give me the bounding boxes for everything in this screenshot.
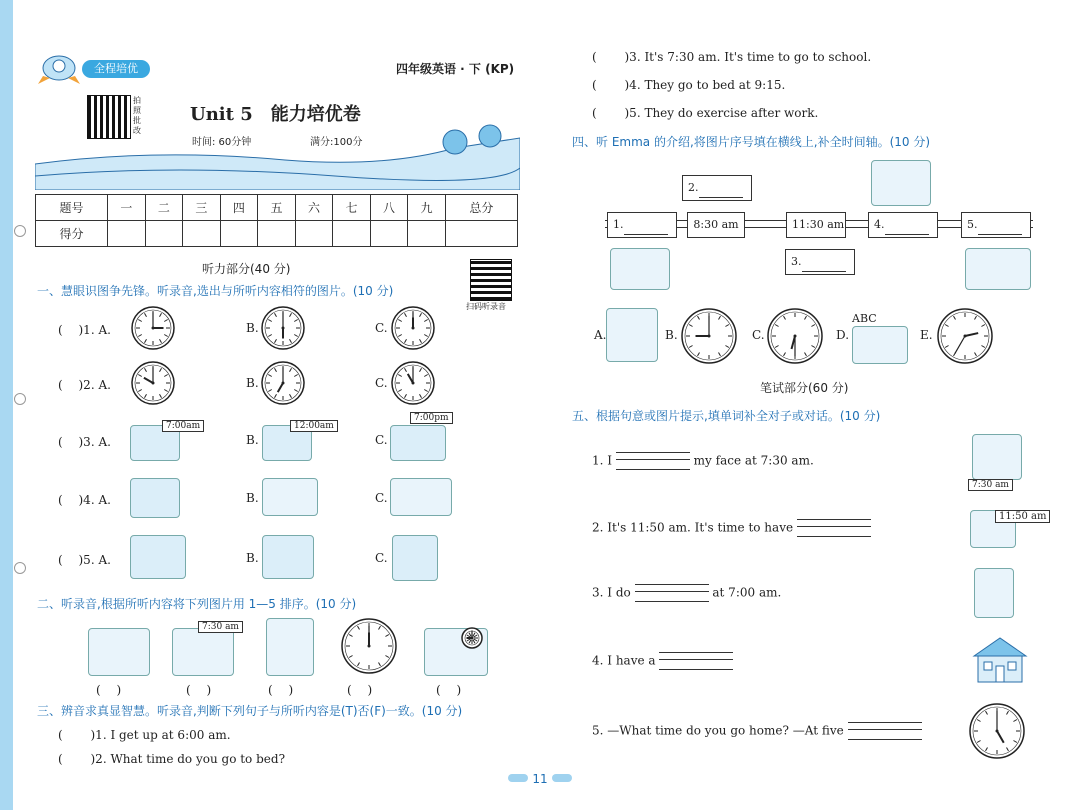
listening-qr-label: 扫码听录音 xyxy=(466,302,506,311)
timeline-box-5 xyxy=(961,212,1031,238)
score-input[interactable] xyxy=(408,221,446,247)
timeline-blank[interactable] xyxy=(624,223,668,235)
answer-blank[interactable] xyxy=(616,452,690,470)
clock-icon xyxy=(260,305,306,351)
s1-opt-c: C. xyxy=(375,433,388,447)
score-input[interactable] xyxy=(183,221,221,247)
s1-opt-c: C. xyxy=(375,376,388,390)
s5-text: 4. I have a xyxy=(592,653,656,668)
full-score: 满分:100分 xyxy=(310,137,363,148)
book-title: 四年级英语 · 下 (KP) xyxy=(396,62,515,76)
s3-item-5: ( )5. They do exercise after work. xyxy=(592,106,819,120)
score-cell: 总分 xyxy=(445,195,517,221)
s1-item-2: ( )2. A. xyxy=(58,378,111,392)
s1-opt-b: B. xyxy=(246,551,259,565)
clock-icon xyxy=(130,305,176,351)
section-5-title: 五、根据句意或图片提示,填单词补全对子或对话。(10 分) xyxy=(572,409,881,423)
answer-blank[interactable] xyxy=(635,584,709,602)
pic-time-label: 7:00pm xyxy=(410,412,453,424)
clock-icon xyxy=(390,360,436,406)
reading-picture xyxy=(262,535,314,579)
timeline-picture-sleep xyxy=(965,248,1031,290)
clock-icon xyxy=(968,702,1026,760)
timeline-label: 3. xyxy=(791,255,802,268)
score-cell: 题号 xyxy=(36,195,108,221)
timeline-time-2: 11:30 am xyxy=(786,212,846,238)
score-cell: 四 xyxy=(220,195,258,221)
answer-blank[interactable] xyxy=(797,519,871,537)
s1-opt-c: C. xyxy=(375,321,388,335)
s5-text: 5. —What time do you go home? —At five xyxy=(592,723,844,738)
answer-blank[interactable] xyxy=(848,722,922,740)
score-input[interactable] xyxy=(445,221,517,247)
page-edge xyxy=(0,0,13,810)
s4-opt-d: D. xyxy=(836,328,850,342)
s1-opt-b: B. xyxy=(246,433,259,447)
clock-icon xyxy=(936,307,994,365)
binding-hole xyxy=(14,393,26,405)
walk-picture xyxy=(262,478,318,516)
ornament-left-icon xyxy=(508,774,528,782)
score-cell: 六 xyxy=(295,195,333,221)
s1-item-1: ( )1. A. xyxy=(58,323,111,337)
section-badge: 全程培优 xyxy=(82,60,150,78)
s2-answer-blank[interactable]: ( ) xyxy=(96,683,122,697)
s5-text: 3. I do xyxy=(592,585,631,600)
timeline-blank[interactable] xyxy=(699,186,743,198)
s2-answer-blank[interactable]: ( ) xyxy=(186,683,212,697)
timeline-picture-dinner xyxy=(871,160,931,206)
s3-item-4: ( )4. They go to bed at 9:15. xyxy=(592,78,786,92)
s5-text: 2. It's 11:50 am. It's time to have xyxy=(592,520,794,535)
s2-answer-blank[interactable]: ( ) xyxy=(268,683,294,697)
timeline-blank[interactable] xyxy=(978,223,1022,235)
s2-answer-blank[interactable]: ( ) xyxy=(347,683,373,697)
section-4-title: 四、听 Emma 的介绍,将图片序号填在横线上,补全时间轴。(10 分) xyxy=(572,135,931,149)
s5-item-4 xyxy=(592,652,733,670)
s4-opt-c: C. xyxy=(752,328,765,342)
s2-picture-1 xyxy=(88,628,150,676)
s5-item-5 xyxy=(592,722,922,740)
section-1-title: 一、慧眼识图争先锋。听录音,选出与所听内容相符的图片。(10 分) xyxy=(37,284,394,298)
qr-note: 拍照批改 xyxy=(133,96,141,135)
s3-item-3: ( )3. It's 7:30 am. It's time to go to school. xyxy=(592,50,872,64)
teacher-picture xyxy=(852,326,908,364)
timeline-box-3 xyxy=(785,249,855,275)
score-cell: 二 xyxy=(145,195,183,221)
s5-text: at 7:00 am. xyxy=(712,585,782,600)
score-input[interactable] xyxy=(145,221,183,247)
score-input[interactable] xyxy=(370,221,408,247)
s5-item-2 xyxy=(592,519,871,537)
s5-item-3 xyxy=(592,584,781,602)
timeline-box-4 xyxy=(868,212,938,238)
timeline-label: 4. xyxy=(874,218,885,231)
section-3-title: 三、辨音求真显智慧。听录音,判断下列句子与所听内容是(T)否(F)一致。(10 分) xyxy=(37,704,463,718)
timeline-blank[interactable] xyxy=(885,223,929,235)
s4-opt-a: A. xyxy=(594,328,607,342)
writing-part-title: 笔试部分(60 分) xyxy=(760,381,849,395)
s1-item-3: ( )3. A. xyxy=(58,435,111,449)
clock-icon xyxy=(340,617,398,675)
listening-qr-code xyxy=(471,260,511,300)
s2-answer-blank[interactable]: ( ) xyxy=(436,683,462,697)
timeline-picture-reading xyxy=(610,248,670,290)
binding-hole xyxy=(14,562,26,574)
eating-picture xyxy=(606,308,658,362)
teacher-board-text: ABC xyxy=(852,312,877,325)
s1-opt-b: B. xyxy=(246,491,259,505)
running-picture xyxy=(392,535,438,581)
clock-icon xyxy=(390,305,436,351)
pic-time-label: 11:50 am xyxy=(995,510,1050,523)
s4-opt-e: E. xyxy=(920,328,933,342)
dinner-picture xyxy=(390,425,446,461)
binding-hole xyxy=(14,225,26,237)
timeline-label: 5. xyxy=(967,218,978,231)
city-picture xyxy=(390,478,452,516)
ornament-right-icon xyxy=(552,774,572,782)
exercise-picture xyxy=(974,568,1014,618)
house-picture xyxy=(970,634,1030,684)
clock-icon xyxy=(130,360,176,406)
page-number: 11 xyxy=(532,772,548,786)
score-cell: 得分 xyxy=(36,221,108,247)
score-cell: 八 xyxy=(370,195,408,221)
s1-opt-b: B. xyxy=(246,376,259,390)
score-cell: 一 xyxy=(108,195,146,221)
clock-icon xyxy=(766,307,824,365)
timeline-time-1: 8:30 am xyxy=(687,212,745,238)
score-cell: 三 xyxy=(183,195,221,221)
s1-opt-c: C. xyxy=(375,491,388,505)
timeline-box-2 xyxy=(682,175,752,201)
wash-face-picture xyxy=(972,434,1022,480)
s5-text: 1. I xyxy=(592,453,613,468)
score-input[interactable] xyxy=(333,221,371,247)
s3-item-1: ( )1. I get up at 6:00 am. xyxy=(58,728,231,742)
s2-picture-2 xyxy=(172,628,234,676)
s1-opt-b: B. xyxy=(246,321,259,335)
timeline-label: 2. xyxy=(688,181,699,194)
eating-picture xyxy=(130,535,186,579)
score-input[interactable] xyxy=(108,221,146,247)
page-title: Unit 5 能力培优卷 xyxy=(190,104,361,125)
time-limit: 时间: 60分钟 xyxy=(192,137,252,148)
study-picture xyxy=(130,478,180,518)
s1-item-5: ( )5. A. xyxy=(58,553,111,567)
s1-item-4: ( )4. A. xyxy=(58,493,111,507)
clock-icon xyxy=(680,307,738,365)
s2-picture-3 xyxy=(266,618,314,676)
clock-icon xyxy=(460,626,484,650)
score-cell: 五 xyxy=(258,195,296,221)
rocket-mascot xyxy=(36,48,82,86)
score-cell: 九 xyxy=(408,195,446,221)
s4-opt-b: B. xyxy=(665,328,678,342)
section-2-title: 二、听录音,根据所听内容将下列图片用 1—5 排序。(10 分) xyxy=(37,597,357,611)
timeline-blank[interactable] xyxy=(802,260,846,272)
score-cell: 七 xyxy=(333,195,371,221)
listening-part-title: 听力部分(40 分) xyxy=(202,262,291,276)
pic-time-label: 7:30 am xyxy=(968,479,1013,491)
score-input[interactable] xyxy=(295,221,333,247)
score-input[interactable] xyxy=(220,221,258,247)
score-table xyxy=(35,194,518,247)
s5-item-1 xyxy=(592,452,814,470)
answer-blank[interactable] xyxy=(659,652,733,670)
s1-opt-c: C. xyxy=(375,551,388,565)
timeline-label: 1. xyxy=(613,218,624,231)
pic-time-label: 12:00am xyxy=(290,420,338,432)
landscape-banner xyxy=(35,118,520,190)
timeline-box-1 xyxy=(607,212,677,238)
s5-text: my face at 7:30 am. xyxy=(693,453,814,468)
pic-time-label: 7:00am xyxy=(162,420,204,432)
s3-item-2: ( )2. What time do you go to bed? xyxy=(58,752,285,766)
score-input[interactable] xyxy=(258,221,296,247)
clock-icon xyxy=(260,360,306,406)
pic-time-label: 7:30 am xyxy=(198,621,243,633)
